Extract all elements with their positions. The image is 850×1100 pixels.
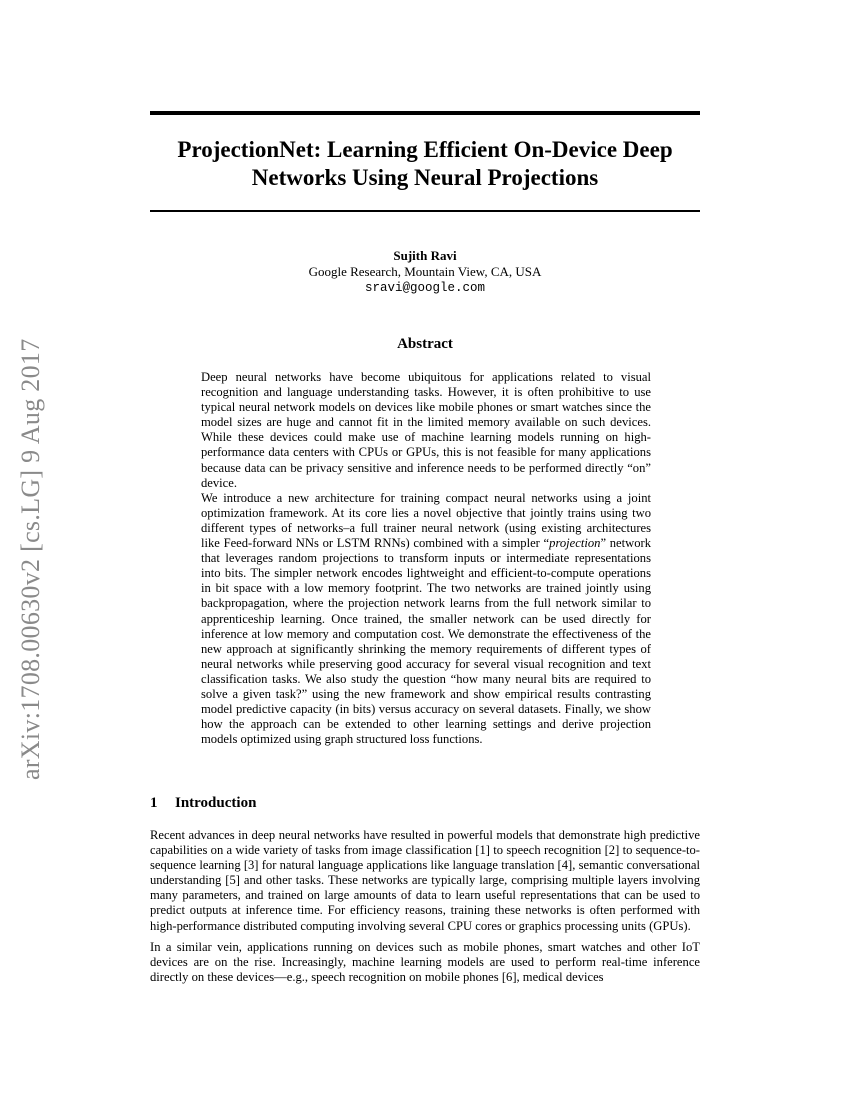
introduction-paragraph-1: Recent advances in deep neural networks have resulted in powerful models that demonstrate high predictive capabilities on a wide variety of tasks from image classification [1] to speech recognition [2] to sequence-to-sequence learning [3] for natural language applications like language translation [4], semantic conversational understanding [5] and other tasks. These networks are typically large, comprising multiple layers involving many parameters, and trained on large amounts of data to learn useful representations that can be used to predict outputs at inference time. For efficiency reasons, training these networks is often performed with high-performance distributed computing involving several CPU cores or graphics processing units (GPUs). — [150, 828, 700, 933]
title-rule-bottom — [150, 210, 700, 212]
paper-title: ProjectionNet: Learning Efficient On-Device Deep Networks Using Neural Projections — [177, 137, 673, 190]
introduction-body — [150, 828, 700, 991]
author-name: Sujith Ravi — [393, 248, 457, 263]
abstract-heading: Abstract — [397, 336, 453, 352]
section-number: 1 — [150, 795, 158, 811]
title-rule-top — [150, 111, 700, 115]
abstract-p2-emphasis: projection — [549, 536, 601, 551]
abstract-p2-end: ” network that leverages random projections to transform inputs or intermediate representations into bits. The simpler network encodes lightweight and efficient-to-compute operations in bit space with a low memory footprint. The two networks are trained jointly using backpropagation, where the projection network learns from the full network similar to apprenticeship learning. Once trained, the smaller network can be used directly for inference at low memory and computation cost. We demonstrate the effectiveness of the new approach at significantly shrinking the memory requirements of different types of neural networks while preserving good accuracy for several visual recognition and text classification tasks. We also study the question “how many neural bits are required to solve a given task?” using the new framework and show empirical results contrasting model predictive capacity (in bits) versus accuracy on several datasets. Finally, we show how the approach can be extended to other learning settings and derive projection models optimized using graph structured loss functions. — [201, 536, 651, 747]
section-heading-introduction — [150, 795, 256, 812]
author-block — [150, 248, 700, 296]
abstract-body — [201, 370, 651, 747]
introduction-paragraph-2: In a similar vein, applications running on devices such as mobile phones, smart watches and other IoT devices are on the rise. Increasingly, machine learning models are used to perform real-time inference directly on these devices—e.g., speech recognition on mobile phones [6], medical devices — [150, 939, 700, 984]
section-title: Introduction — [175, 795, 257, 811]
abstract-paragraph-1: Deep neural networks have become ubiquitous for applications related to visual recognition and language understanding tasks. However, it is often prohibitive to use typical neural network models on devices like mobile phones or smart watches since the model sizes are huge and cannot fit in the limited memory available on such devices. While these devices could make use of machine learning models running on high-performance data centers with CPUs or GPUs, this is not feasible for many applications because data can be privacy sensitive and inference needs to be performed directly “on” device. — [201, 370, 651, 490]
author-affiliation: Google Research, Mountain View, CA, USA — [308, 264, 542, 279]
abstract-p2-start: We introduce a new architecture for training compact neural networks using a joint optimization framework. At its core lies a novel objective that jointly trains using two different types of networks–a full trainer neural network (using existing architectures like Feed-forward NNs or LSTM RNNs) combined with a simpler “ — [201, 490, 651, 551]
abstract-paragraph-2 — [201, 491, 651, 748]
author-email: sravi@google.com — [364, 281, 486, 295]
arxiv-identifier: arXiv:1708.00630v2 [cs.LG] 9 Aug 2017 — [16, 338, 45, 780]
